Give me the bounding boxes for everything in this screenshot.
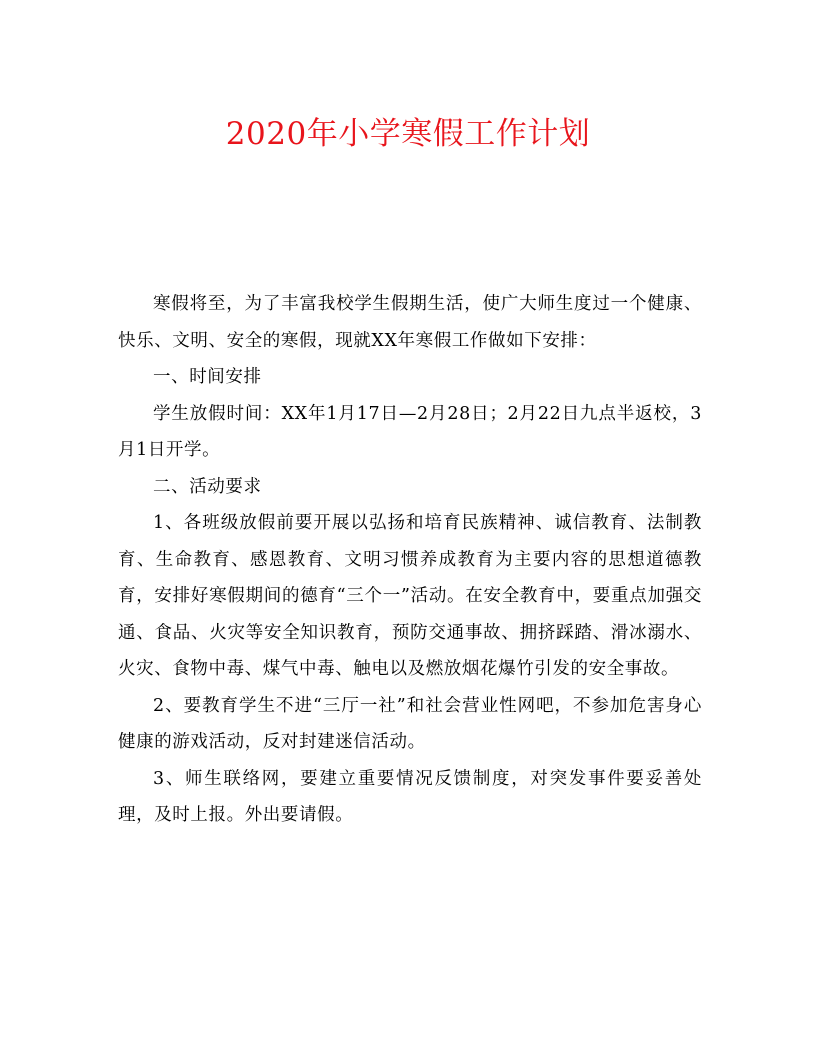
activity-item-1: 1、各班级放假前要开展以弘扬和培育民族精神、诚信教育、法制教育、生命教育、感恩教育、文明习惯养成教育为主要内容的思想道德教育，安排好寒假期间的德育“三个一”活动。在安全教育中，要重点加强交通、食品、火灾等安全知识教育，预防交通事故、拥挤踩踏、滑冰溺水、火灾、食物中毒、煤气中毒、触电以及燃放烟花爆竹引发的安全事故。	[118, 513, 702, 679]
document-title: 2020年小学寒假工作计划	[225, 116, 591, 152]
vacation-dates-paragraph: 学生放假时间：XX年1月17日—2月28日；2月22日九点半返校，3月1日开学。	[118, 403, 702, 460]
intro-paragraph: 寒假将至，为了丰富我校学生假期生活，使广大师生度过一个健康、快乐、文明、安全的寒假，现就XX年寒假工作做如下安排：	[118, 294, 702, 351]
section-heading-activities: 二、活动要求	[153, 476, 262, 497]
section-heading-time: 一、时间安排	[153, 367, 262, 387]
activity-item-2: 2、要教育学生不进“三厅一社”和社会营业性网吧，不参加危害身心健康的游戏活动，反对封建迷信活动。	[118, 695, 702, 752]
document-body	[118, 286, 702, 834]
activity-item-3: 3、师生联络网，要建立重要情况反馈制度，对突发事件要妥善处理，及时上报。外出要请假。	[118, 768, 702, 825]
